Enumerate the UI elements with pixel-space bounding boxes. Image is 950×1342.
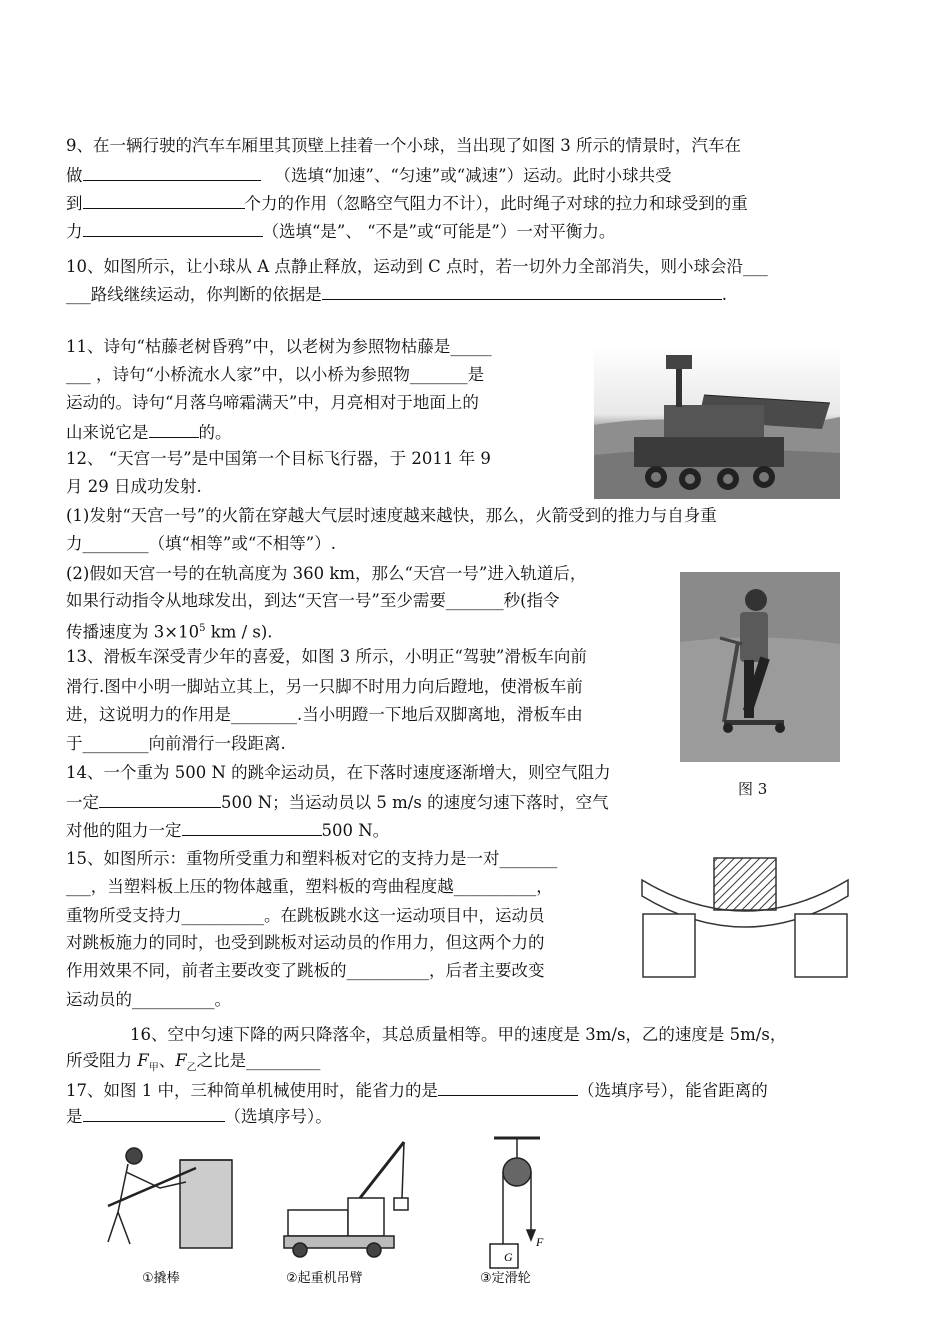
q13-line2: 滑行.图中小明一脚站立其上，另一只脚不时用力向后蹬地，使滑板车前: [66, 677, 583, 696]
q9-line2: 做 （选填“加速”、“匀速”或“减速”）运动。此时小球共受: [66, 163, 672, 187]
q9-line1: 9、在一辆行驶的汽车车厢里其顶壁上挂着一个小球，当出现了如图 3 所示的情景时，汽车在: [66, 136, 741, 155]
q15-line2: ___，当塑料板上压的物体越重，塑料板的弯曲程度越__________，: [66, 877, 553, 896]
q9-blank3[interactable]: [83, 219, 263, 237]
q12-line7: 传播速度为 $3\times 10^5$ km / s).: [66, 622, 273, 642]
q13-line4: 于________向前滑行一段距离.: [66, 734, 286, 753]
q14-line3: 对他的阻力一定 500 N。: [66, 818, 389, 842]
q12-line3: (1)发射“天宫一号”的火箭在穿越大气层时速度越来越快，那么，火箭受到的推力与自身重: [66, 506, 717, 525]
q14-line2: 一定 500 N；当运动员以 5 m/s 的速度匀速下落时，空气: [66, 790, 609, 814]
q9-blank1[interactable]: [83, 163, 261, 181]
caption-crowbar: ①撬棒: [142, 1271, 180, 1286]
lunar-rover-photo: [594, 345, 840, 499]
q14-blank2[interactable]: [182, 818, 322, 836]
q13-line1: 13、滑板车深受青少年的喜爱，如图 3 所示，小明正“驾驶”滑板车向前: [66, 647, 587, 666]
caption-crane-arm: ②起重机吊臂: [286, 1271, 363, 1286]
q10-line1: 10、如图所示，让小球从 A 点静止释放，运动到 C 点时，若一切外力全部消失，则小球会沿___: [66, 257, 768, 276]
crowbar-drawing: [108, 1148, 232, 1248]
q15-line5: 作用效果不同，前者主要改变了跳板的__________，后者主要改变: [66, 961, 545, 980]
simple-machines-figure: [68, 1132, 590, 1292]
caption-fixed-pulley: ③定滑轮: [480, 1271, 531, 1286]
bent-board-diagram: [640, 850, 850, 980]
q9-blank2[interactable]: [83, 191, 245, 209]
q12-line6: 如果行动指令从地球发出，到达“天宫一号”至少需要_______秒(指令: [66, 591, 560, 610]
q11-line1: 11、诗句“枯藤老树昏鸦”中，以老树为参照物枯藤是_____: [66, 337, 492, 356]
crane-drawing: [284, 1142, 408, 1257]
q9-line3: 到 个力的作用（忽略空气阻力不计），此时绳子对球的拉力和球受到的重: [66, 191, 748, 215]
q14-blank1[interactable]: [99, 790, 221, 808]
q13-line3: 进，这说明力的作用是________.当小明蹬一下地后双脚离地，滑板车由: [66, 705, 583, 724]
label-F: F: [536, 1235, 544, 1249]
q12-line5: (2)假如天宫一号的在轨高度为 360 km，那么“天宫一号”进入轨道后，: [66, 564, 587, 583]
q10-line2: ___路线继续运动，你判断的依据是 .: [66, 282, 727, 306]
label-G: G: [504, 1250, 513, 1264]
scooter-boy-photo: [680, 572, 840, 762]
q11-line2: ___ ，诗句“小桥流水人家”中，以小桥为参照物_______是: [66, 365, 485, 384]
q17-line1: 17、如图 1 中，三种简单机械使用时，能省力的是 （选填序号），能省距离的: [66, 1078, 768, 1102]
q14-line1: 14、一个重为 500 N 的跳伞运动员，在下落时速度逐渐增大，则空气阻力: [66, 763, 611, 782]
q17-blank2[interactable]: [83, 1104, 225, 1122]
q15-line3: 重物所受支持力__________。在跳板跳水这一运动项目中，运动员: [66, 906, 545, 925]
q11-line3: 运动的。诗句“月落乌啼霜满天”中，月亮相对于地面上的: [66, 393, 479, 412]
q16-line1: 16、空中匀速下降的两只降落伞，其总质量相等。甲的速度是 3m/s，乙的速度是 5m/s，: [130, 1025, 787, 1044]
q16-line2: 所受阻力 $F_甲$、$F_乙$之比是_________: [66, 1051, 321, 1074]
q11-blank[interactable]: [149, 420, 199, 438]
q12-line2: 月 29 日成功发射.: [66, 477, 202, 496]
q15-line4: 对跳板施力的同时，也受到跳板对运动员的作用力，但这两个力的: [66, 933, 545, 952]
q9-line4: 力 （选填“是”、 “不是”或“可能是”）一对平衡力。: [66, 219, 615, 243]
q15-line1: 15、如图所示：重物所受重力和塑料板对它的支持力是一对_______: [66, 849, 558, 868]
q15-line6: 运动员的__________。: [66, 990, 231, 1009]
q12-line1: 12、 “天宫一号”是中国第一个目标飞行器，于 2011 年 9: [66, 449, 491, 468]
q17-line2: 是 （选填序号）。: [66, 1104, 332, 1128]
q11-line4: 山来说它是 的。: [66, 420, 232, 444]
q12-line4: 力________（填“相等”或“不相等”）.: [66, 534, 336, 553]
figure-3-caption: 图 3: [738, 780, 768, 798]
fixed-pulley-drawing: [490, 1138, 540, 1268]
q17-blank1[interactable]: [438, 1078, 578, 1096]
q10-blank[interactable]: [322, 282, 722, 300]
